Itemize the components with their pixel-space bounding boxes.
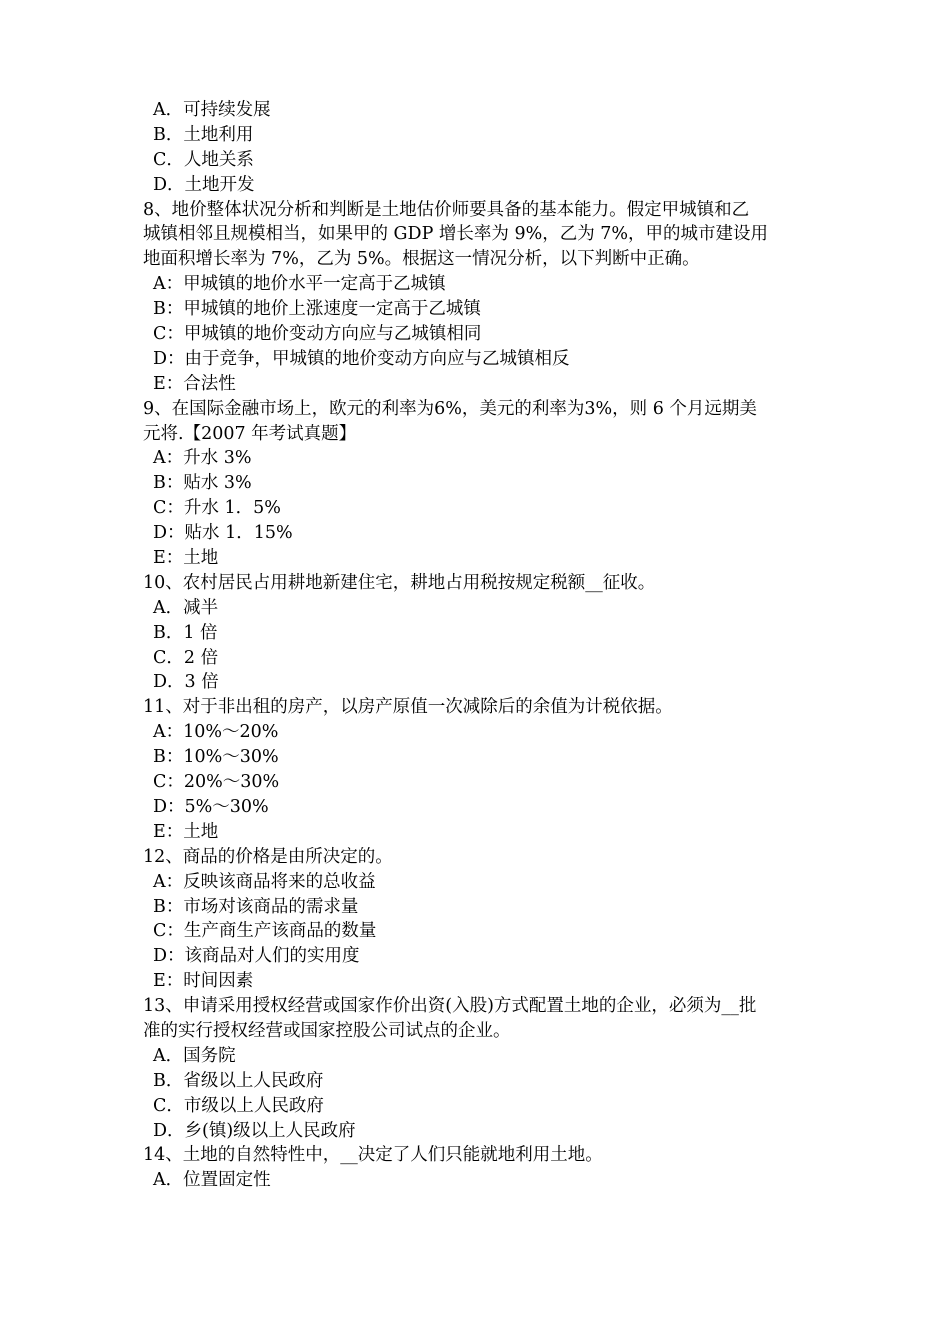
answer-option-line: A：升水 3% xyxy=(153,448,252,469)
question-text-line: 地面积增长率为 7%，乙为 5%。根据这一情况分析，以下判断中正确。 xyxy=(143,249,700,270)
answer-option-line: A．国务院 xyxy=(153,1045,236,1066)
answer-option-line: C：甲城镇的地价变动方向应与乙城镇相同 xyxy=(153,324,482,345)
answer-option-line: E：合法性 xyxy=(153,373,236,394)
question-text-line: 8、地价整体状况分析和判断是土地估价师要具备的基本能力。假定甲城镇和乙 xyxy=(143,199,750,220)
question-text-line: 9、在国际金融市场上，欧元的利率为6%，美元的利率为3%，则 6 个月远期美 xyxy=(143,398,757,419)
answer-option-line: A．位置固定性 xyxy=(153,1170,271,1191)
answer-option-line: B：市场对该商品的需求量 xyxy=(153,896,359,917)
question-text-line: 城镇相邻且规模相当，如果甲的 GDP 增长率为 9%，乙为 7%，甲的城市建设用 xyxy=(143,224,769,245)
answer-option-line: C：20%～30% xyxy=(153,772,280,793)
document-body xyxy=(143,98,815,1193)
answer-option-line: A：10%～20% xyxy=(153,722,279,743)
answer-option-line: D：贴水 1．15% xyxy=(153,523,293,544)
answer-option-line: E：土地 xyxy=(153,548,219,569)
answer-option-line: C．2 倍 xyxy=(153,647,219,668)
answer-option-line: E：时间因素 xyxy=(153,971,254,992)
question-text-line: 10、农村居民占用耕地新建住宅，耕地占用税按规定税额__征收。 xyxy=(143,572,656,593)
answer-option-line: A：甲城镇的地价水平一定高于乙城镇 xyxy=(153,274,446,295)
answer-option-line: D．3 倍 xyxy=(153,672,219,693)
answer-option-line: B．土地利用 xyxy=(153,124,254,145)
question-text-line: 元将.【2007 年考试真题】 xyxy=(143,423,357,444)
answer-option-line: C．人地关系 xyxy=(153,149,254,170)
answer-option-line: E：土地 xyxy=(153,821,219,842)
answer-option-line: C．市级以上人民政府 xyxy=(153,1095,324,1116)
answer-option-line: A．可持续发展 xyxy=(153,100,271,120)
question-text-line: 12、商品的价格是由所决定的。 xyxy=(143,846,393,867)
answer-option-line: D：由于竞争，甲城镇的地价变动方向应与乙城镇相反 xyxy=(153,348,570,369)
answer-option-line: B．省级以上人民政府 xyxy=(153,1070,324,1091)
answer-option-line: A：反映该商品将来的总收益 xyxy=(153,871,376,892)
question-text-line: 14、土地的自然特性中，__决定了人们只能就地利用土地。 xyxy=(143,1145,603,1166)
answer-option-line: B：贴水 3% xyxy=(153,473,252,494)
answer-option-line: B：10%～30% xyxy=(153,747,279,768)
answer-option-line: D：该商品对人们的实用度 xyxy=(153,946,360,967)
answer-option-line: C：生产商生产该商品的数量 xyxy=(153,921,377,942)
question-text-line: 准的实行授权经营或国家控股公司试点的企业。 xyxy=(143,1020,511,1041)
question-text-line: 11、对于非出租的房产，以房产原值一次减除后的余值为计税依据。 xyxy=(143,697,673,718)
answer-option-line: B．1 倍 xyxy=(153,622,218,643)
answer-option-line: B：甲城镇的地价上涨速度一定高于乙城镇 xyxy=(153,299,481,320)
answer-option-line: D．土地开发 xyxy=(153,174,255,195)
answer-option-line: C：升水 1．5% xyxy=(153,498,281,519)
answer-option-line: D：5%～30% xyxy=(153,796,269,817)
answer-option-line: A．减半 xyxy=(153,597,219,618)
question-text-line: 13、申请采用授权经营或国家作价出资(入股)方式配置土地的企业，必须为__批 xyxy=(143,996,757,1017)
answer-option-line: D．乡(镇)级以上人民政府 xyxy=(153,1120,356,1141)
